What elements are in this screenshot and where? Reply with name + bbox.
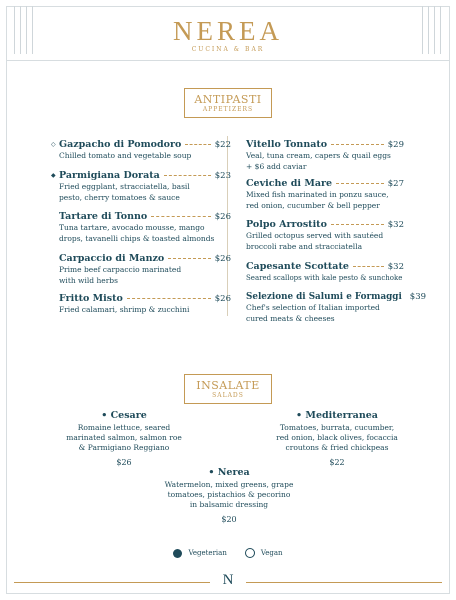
menu-item [59, 211, 231, 244]
menu-item [51, 170, 231, 203]
salad-name: • Cesare [101, 410, 147, 421]
legend-vegan-label: Vegan [260, 549, 283, 557]
item-price: $27 [387, 179, 404, 189]
salad-price: $22 [329, 458, 345, 467]
item-name: Ceviche di Mare [246, 178, 333, 189]
salad-desc: red onion, black olives, focaccia [276, 433, 398, 442]
diamond-icon: ◆ [51, 172, 56, 179]
salad-desc: Romaine lettuce, seared [77, 423, 171, 432]
item-desc: Seared scallops with kale pesto & sunchoke [246, 274, 403, 282]
diamond-icon: ◇ [51, 141, 56, 148]
item-price: $32 [387, 220, 404, 230]
menu-item [246, 178, 404, 211]
salad-price: $20 [221, 515, 237, 524]
salad-price: $26 [116, 458, 132, 467]
menu-item [246, 261, 404, 283]
menu-item [246, 139, 404, 172]
menu-item [246, 219, 404, 252]
item-desc: Chef's selection of Italian imported [246, 303, 380, 312]
item-desc: + $6 add caviar [246, 162, 307, 171]
item-name: Carpaccio di Manzo [59, 253, 165, 264]
item-name: Capesante Scottate [246, 261, 349, 272]
insalate-title: INSALATE [196, 379, 260, 392]
salad-desc: Watermelon, mixed greens, grape [164, 480, 294, 489]
item-name: Fritto Misto [59, 293, 123, 304]
brand-logo: NEREA [173, 16, 283, 46]
item-name: Gazpacho di Pomodoro [59, 139, 182, 150]
item-desc: pesto, cherry tomatoes & sauce [59, 193, 180, 202]
header-separator [6, 60, 450, 61]
item-name: Vitello Tonnato [246, 139, 328, 150]
salad-desc: & Parmigiano Reggiano [78, 443, 170, 452]
item-price: $29 [387, 140, 404, 150]
menu-item [59, 293, 231, 315]
antipasti-title: ANTIPASTI [194, 93, 262, 106]
item-name: Tartare di Tonno [59, 211, 148, 222]
item-desc: Fried eggplant, stracciatella, basil [59, 182, 190, 191]
salad-desc: croutons & fried chickpeas [285, 443, 389, 452]
salad-desc: Tomatoes, burrata, cucumber, [279, 423, 395, 432]
item-name: Polpo Arrostito [246, 219, 327, 230]
legend-vegetarian-label: Vegeterian [188, 549, 227, 557]
salad-item [266, 410, 408, 467]
item-desc: broccoli rabe and stracciatella [246, 242, 363, 251]
salad-desc: marinated salmon, salmon roe [66, 433, 182, 442]
item-desc: Prime beef carpaccio marinated [59, 265, 182, 274]
item-name: Selezione di Salumi e Formaggi [246, 292, 402, 302]
insalate-subtitle: SALADS [212, 392, 244, 399]
item-name: Parmigiana Dorata [59, 170, 160, 181]
item-price: $26 [214, 254, 231, 264]
item-desc: Mixed fish marinated in ponzu sauce, [246, 190, 389, 199]
item-desc: Chilled tomato and vegetable soup [59, 151, 192, 160]
legend-vegan [245, 548, 283, 558]
footer-monogram: N [222, 572, 234, 588]
salad-name: • Mediterranea [296, 410, 378, 421]
item-desc: Veal, tuna cream, capers & quail eggs [246, 151, 391, 160]
item-desc: with wild herbs [59, 276, 118, 285]
item-price: $26 [214, 294, 231, 304]
vegan-icon [245, 548, 255, 558]
item-price: $32 [387, 262, 404, 272]
item-price: $23 [214, 171, 231, 181]
antipasti-heading [184, 88, 272, 118]
item-desc: Grilled octopus served with sautéed [246, 231, 384, 240]
item-desc: cured meats & cheeses [246, 314, 335, 323]
item-price: $26 [214, 212, 231, 222]
menu-item [59, 253, 231, 286]
item-desc: drops, tavanelli chips & toasted almonds [59, 234, 215, 243]
item-desc: Tuna tartare, avocado mousse, mango [59, 223, 205, 232]
salad-name: • Nerea [208, 467, 250, 478]
item-price: $22 [214, 140, 231, 150]
salad-desc: in balsamic dressing [189, 500, 269, 509]
dietary-legend [0, 548, 456, 558]
menu-item [246, 292, 427, 324]
item-desc: red onion, cucumber & bell pepper [246, 201, 380, 210]
item-desc: Fried calamari, shrimp & zucchini [59, 305, 190, 314]
salad-desc: tomatoes, pistachios & pecorino [167, 490, 291, 499]
item-price: $39 [409, 292, 427, 302]
menu-item [51, 139, 231, 161]
brand-tagline: CUCINA & BAR [191, 46, 265, 53]
insalate-heading [184, 374, 272, 404]
legend-vegetarian [173, 549, 226, 558]
antipasti-subtitle: APPETIZERS [202, 106, 254, 113]
salad-item [64, 410, 184, 467]
vegetarian-icon [173, 549, 182, 558]
salad-item [164, 467, 294, 524]
